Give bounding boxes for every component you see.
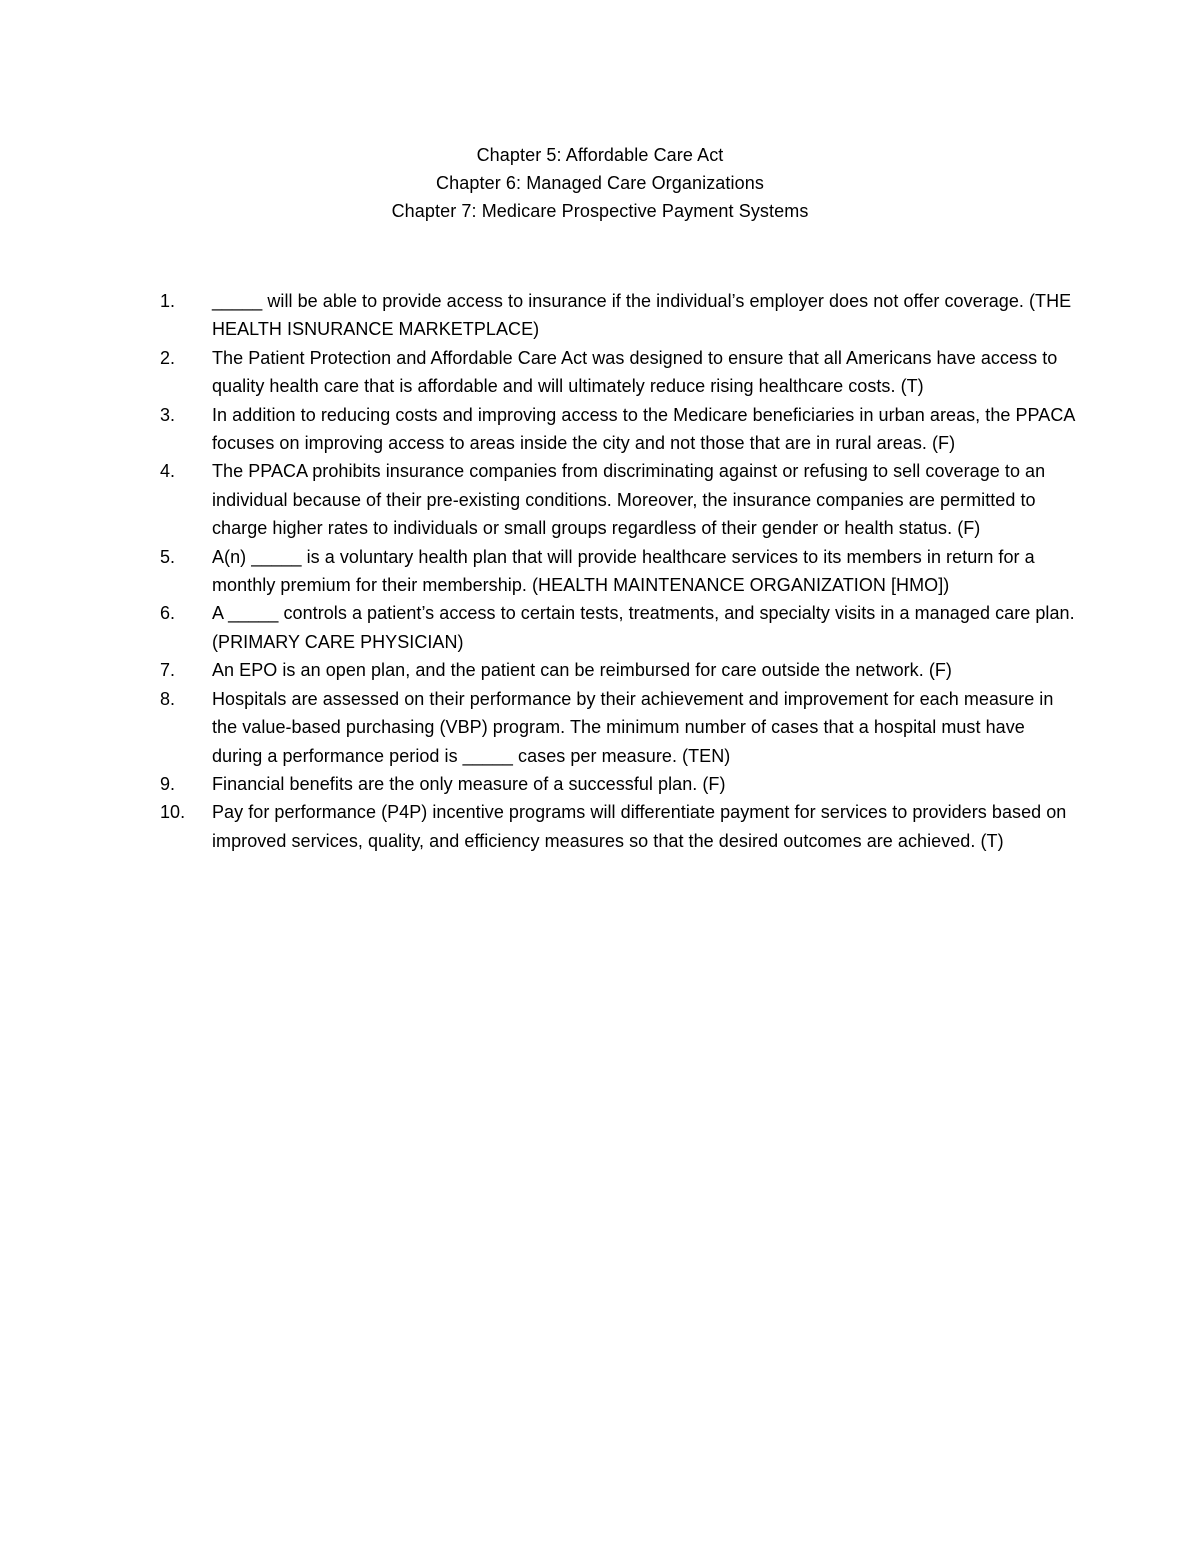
question-text: Financial benefits are the only measure of a successful plan. (F) <box>212 773 726 794</box>
question-text: The Patient Protection and Affordable Care Act was designed to ensure that all Americans have access to quality health care that is affordable and will ultimately reduce rising healthcare costs. (T) <box>212 347 1058 397</box>
question-item <box>160 401 1080 458</box>
question-text: A _____ controls a patient’s access to certain tests, treatments, and specialty visits in a managed care plan. (PRIMARY CARE PHYSICIAN) <box>212 603 1075 652</box>
question-number: 1. <box>160 291 176 311</box>
question-number: 5. <box>160 546 176 567</box>
question-text: A(n) _____ is a voluntary health plan that will provide healthcare services to its members in return for a monthly premium for their membership. (HEALTH MAINTENANCE ORGANIZATION [HMO]) <box>212 546 1035 596</box>
chapter-6-title: Chapter 6: Managed Care Organizations <box>436 173 764 193</box>
question-text: An EPO is an open plan, and the patient can be reimbursed for care outside the network. (F) <box>212 660 952 681</box>
question-number: 4. <box>160 461 176 482</box>
question-item <box>160 543 1080 600</box>
question-text: _____ will be able to provide access to insurance if the individual’s employer does not offer coverage. (THE HEALTH ISNURANCE MARKETPLACE) <box>212 291 1072 340</box>
question-item <box>160 656 1080 684</box>
question-number: 9. <box>160 773 176 794</box>
question-number: 2. <box>160 347 176 368</box>
question-item <box>160 770 1080 798</box>
question-list <box>160 287 1080 855</box>
question-text: Pay for performance (P4P) incentive programs will differentiate payment for services to providers based on improved services, quality, and efficiency measures so that the desired outcomes are achieved. (T) <box>212 802 1067 851</box>
question-item <box>160 457 1080 542</box>
question-item <box>160 344 1080 401</box>
question-item <box>160 798 1080 855</box>
question-number: 10. <box>160 802 186 823</box>
question-item <box>160 685 1080 770</box>
question-item <box>160 287 1080 344</box>
question-number: 7. <box>160 660 176 681</box>
question-item <box>160 599 1080 656</box>
chapter-7-title: Chapter 7: Medicare Prospective Payment Systems <box>391 201 809 221</box>
chapter-header <box>0 141 1200 225</box>
question-number: 3. <box>160 404 176 425</box>
question-text: Hospitals are assessed on their performance by their achievement and improvement for each measure in the value-based purchasing (VBP) program. The minimum number of cases that a hospital must have during a performance period is _____ cases per measure. (TEN) <box>212 688 1054 766</box>
question-text: The PPACA prohibits insurance companies from discriminating against or refusing to sell coverage to an individual because of their pre-existing conditions. Moreover, the insurance companies are permitted to charge higher rates to individuals or small groups regardless of their gender or health status. (F) <box>212 461 1046 539</box>
question-text: In addition to reducing costs and improving access to the Medicare beneficiaries in urban areas, the PPACA focuses on improving access to areas inside the city and not those that are in rural areas. (F) <box>212 404 1075 454</box>
chapter-5-title: Chapter 5: Affordable Care Act <box>476 145 724 165</box>
question-number: 8. <box>160 688 176 709</box>
question-number: 6. <box>160 603 176 624</box>
